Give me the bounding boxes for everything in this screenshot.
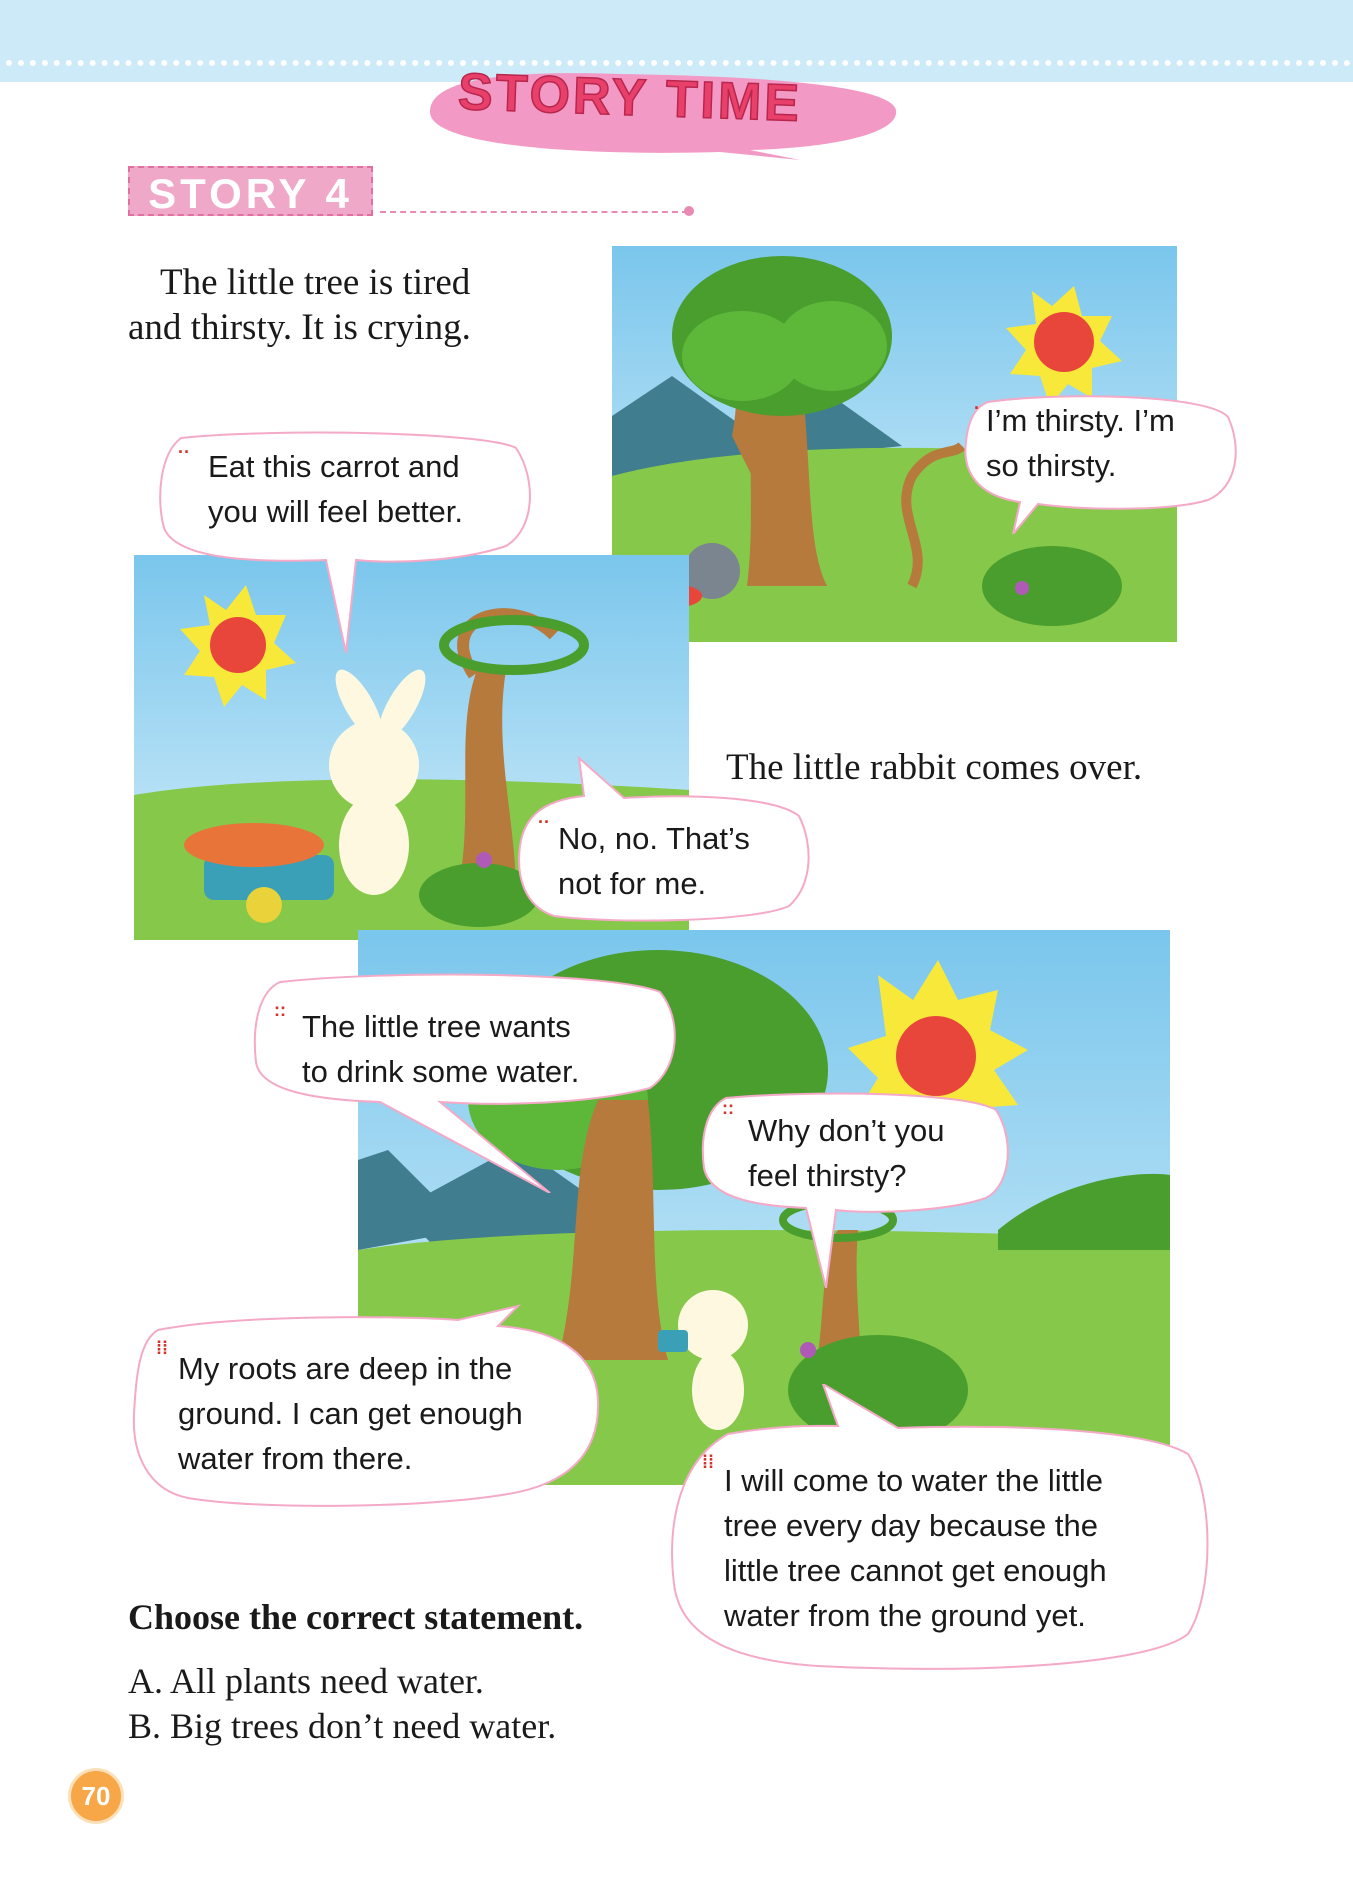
bubble-4-line-2: to drink some water. [302, 1054, 580, 1089]
bubble-3-mark: ·· [538, 812, 550, 832]
bubble-4-line-1: The little tree wants [302, 1009, 571, 1044]
question-prompt: Choose the correct statement. [128, 1597, 584, 1637]
answer-option-a[interactable]: A. All plants need water. [128, 1661, 484, 1701]
bubble-7-line-3: little tree cannot get enough [724, 1553, 1107, 1588]
bubble-6-line-3: water from there. [178, 1441, 413, 1476]
page-number-badge: 70 [68, 1768, 124, 1824]
bubble-5-mark: :: [722, 1098, 734, 1118]
bubble-7-line-1: I will come to water the little [724, 1463, 1104, 1498]
bubble-6-line-1: My roots are deep in the [178, 1351, 513, 1386]
bubble-6-line-2: ground. I can get enough [178, 1396, 523, 1431]
bubble-1-line-1: I’m thirsty. I’m [986, 403, 1175, 438]
bubble-1-line-2: so thirsty. [986, 448, 1117, 483]
narration-line-1a: The little tree is tired [160, 262, 471, 303]
bubble-7-mark: ⁞⁞ [702, 1452, 714, 1472]
banner-title: STORY TIME [457, 63, 803, 133]
bubble-6-mark: ⁞⁞ [156, 1338, 168, 1358]
bubble-5-line-2: feel thirsty? [748, 1158, 907, 1193]
bubble-2-line-2: you will feel better. [208, 494, 464, 529]
story-time-banner [420, 60, 910, 160]
bubble-7-line-2: tree every day because the [724, 1508, 1098, 1543]
bubble-1-mark: · [974, 398, 980, 418]
bubble-3-line-2: not for me. [558, 866, 707, 901]
bubble-2-line-1: Eat this carrot and [208, 449, 460, 484]
bubble-4-mark: :: [274, 1000, 286, 1020]
bubble-3-line-1: No, no. That’s [558, 821, 750, 856]
story-label-rule-dot [684, 206, 694, 216]
story-label-rule [380, 211, 688, 213]
answer-option-b[interactable]: B. Big trees don’t need water. [128, 1706, 557, 1746]
narration-line-1b: and thirsty. It is crying. [128, 307, 471, 348]
narration-line-2: The little rabbit comes over. [726, 747, 1143, 788]
story-label-text: STORY 4 [148, 170, 353, 217]
bubble-5-line-1: Why don’t you [748, 1113, 945, 1148]
bubble-7-line-4: water from the ground yet. [724, 1598, 1086, 1633]
bubble-2-mark: ·· [178, 442, 190, 462]
story-label [128, 166, 373, 216]
